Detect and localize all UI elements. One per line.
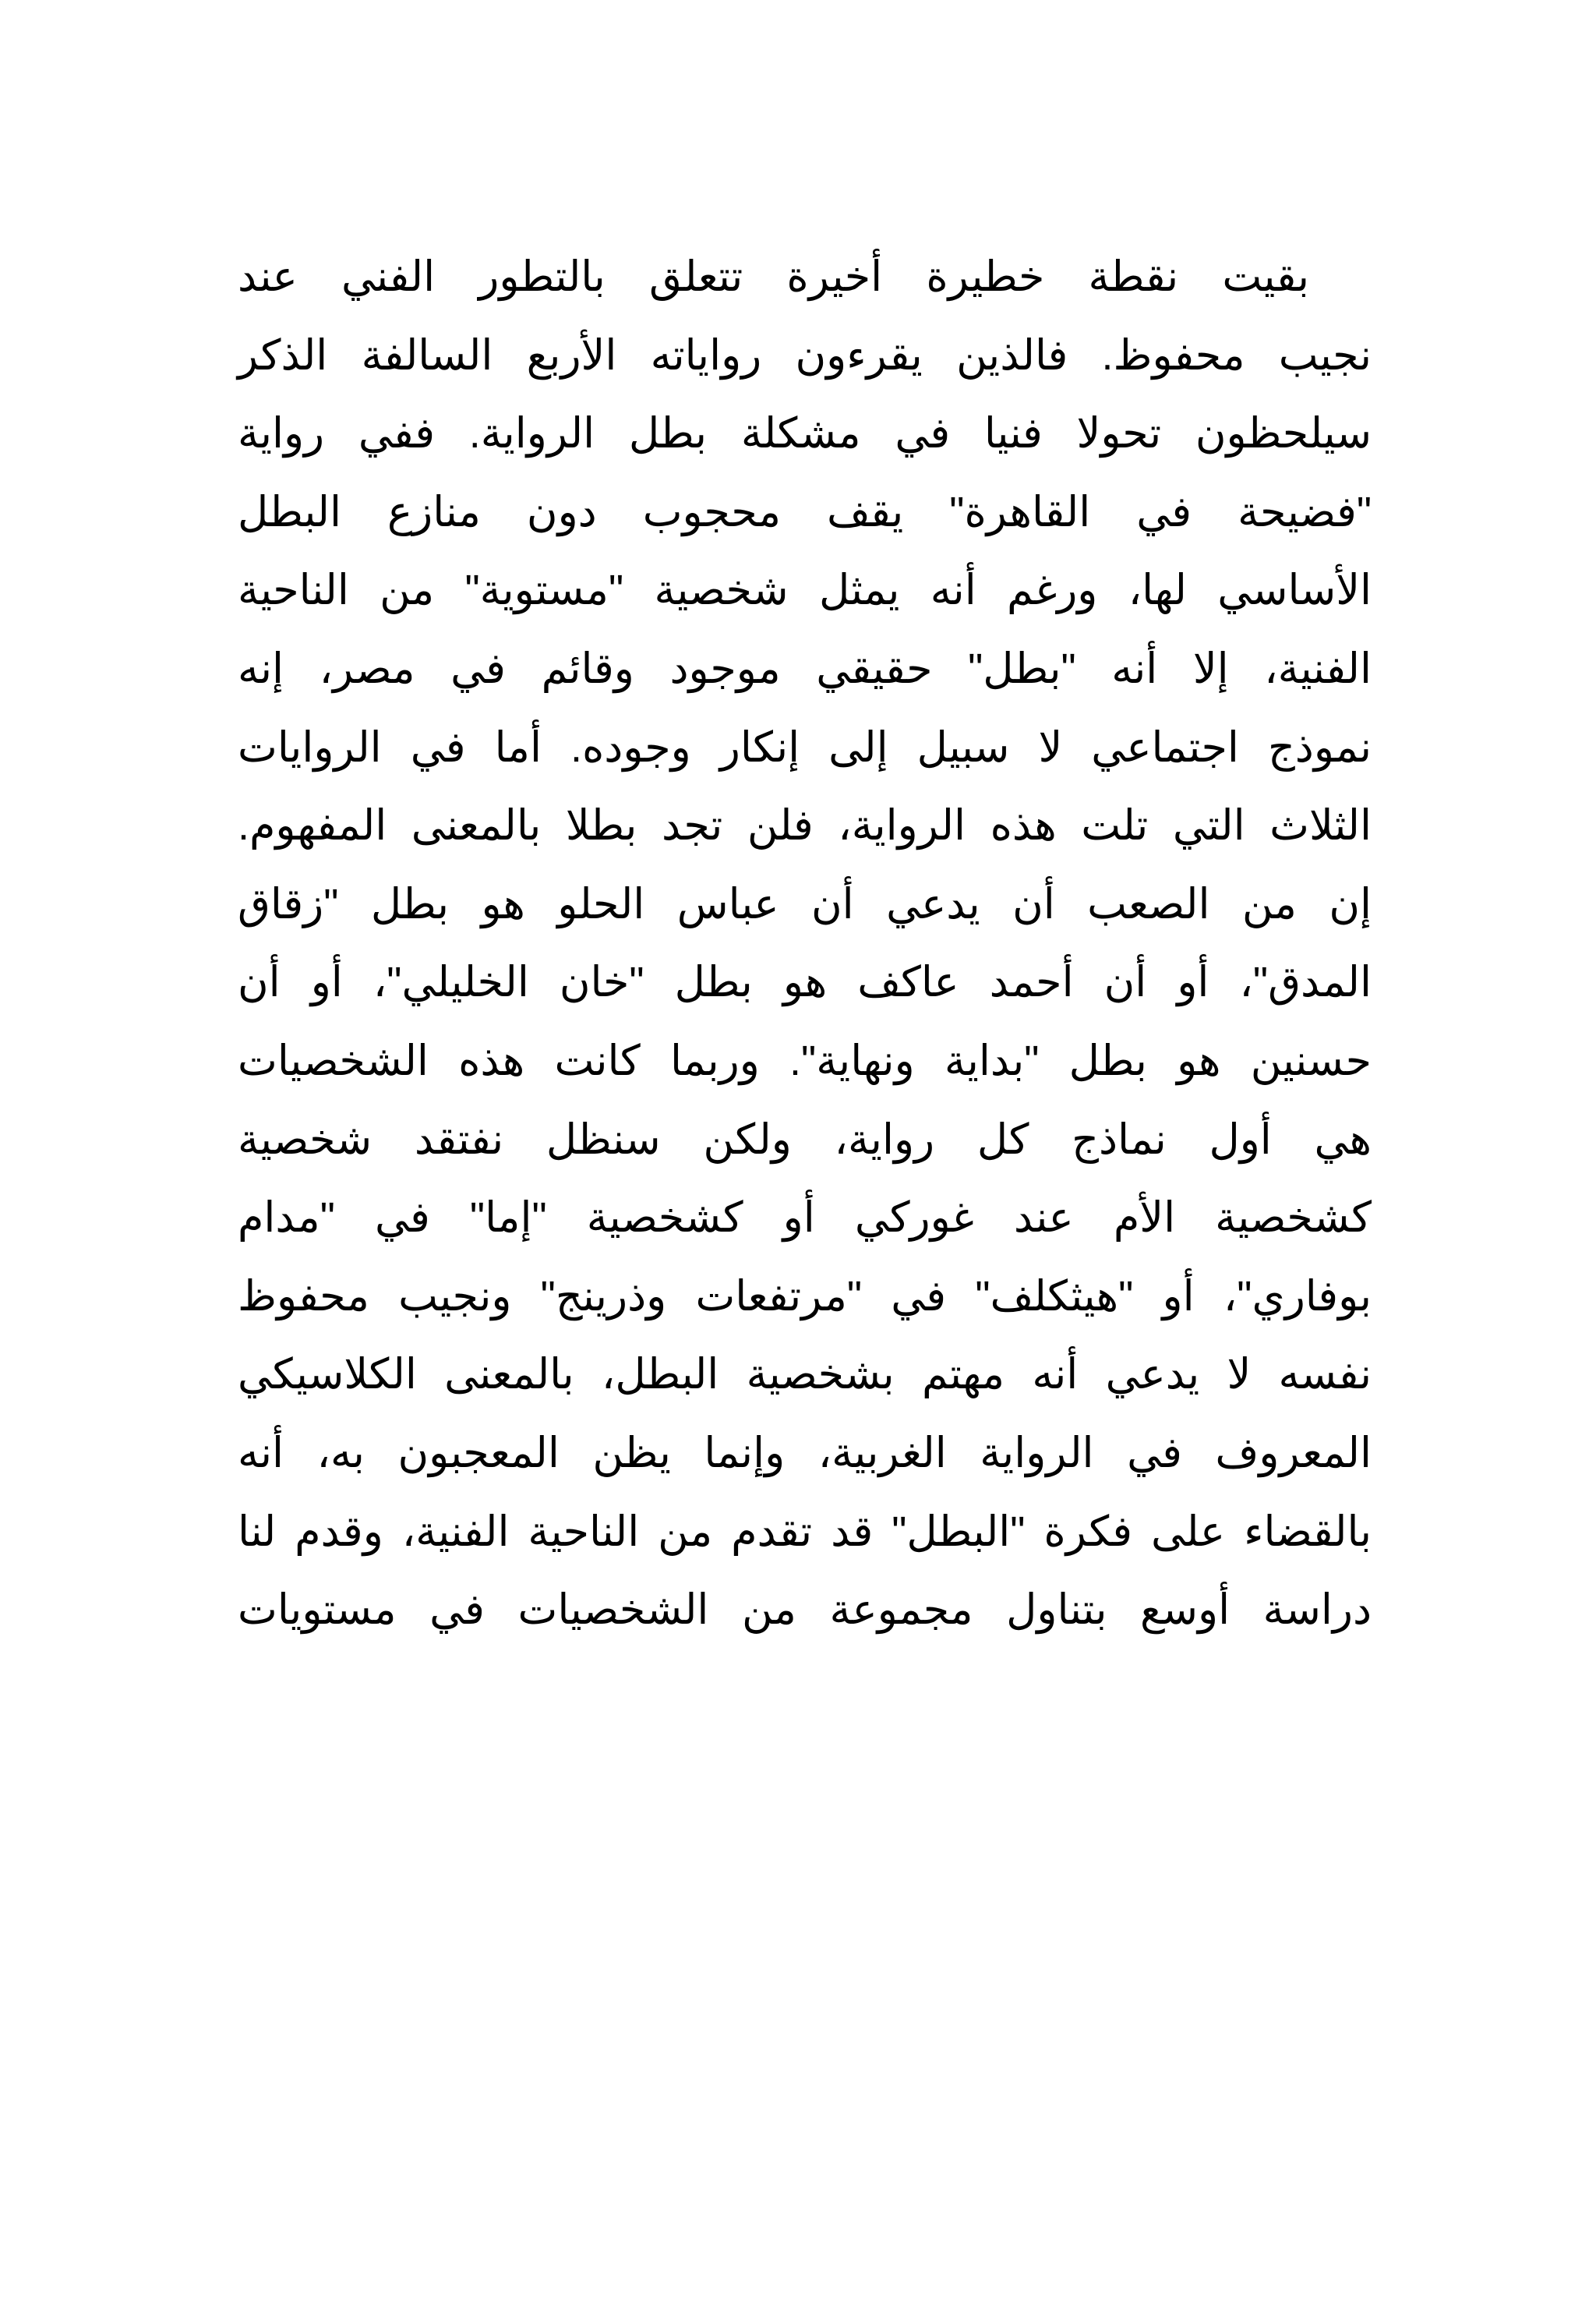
text-line-8: الثلاث التي تلت هذه الرواية، فلن تجد بطلا بالمعنى المفهوم. xyxy=(238,802,1372,850)
text-line-5: الأساسي لها، ورغم أنه يمثل شخصية "مستوية" من الناحية xyxy=(238,567,1372,614)
text-line-1: بقيت نقطة خطيرة أخيرة تتعلق بالتطور الفني عند xyxy=(238,253,1309,300)
text-line-12: هي أول نماذج كل رواية، ولكن سنظل نفتقد شخصية xyxy=(238,1115,1372,1163)
text-line-16: المعروف في الرواية الغربية، وإنما يظن المعجبون به، أنه xyxy=(238,1429,1372,1476)
text-line-11: حسنين هو بطل "بداية ونهاية". وربما كانت هذه الشخصيات xyxy=(238,1037,1372,1084)
text-line-13: كشخصية الأم عند غوركي أو كشخصية "إما" في "مدام xyxy=(238,1194,1372,1242)
text-line-17: بالقضاء على فكرة "البطل" قد تقدم من الناحية الفنية، وقدم لنا xyxy=(238,1508,1372,1555)
text-line-7: نموذج اجتماعي لا سبيل إلى إنكار وجوده. أما في الروايات xyxy=(238,723,1372,771)
text-line-10: المدق"، أو أن أحمد عاكف هو بطل "خان الخليلي"، أو أن xyxy=(238,959,1372,1006)
body-paragraph xyxy=(238,238,1372,1649)
text-line-2: نجيب محفوظ. فالذين يقرءون رواياته الأربع السالفة الذكر xyxy=(238,331,1372,379)
text-line-18: دراسة أوسع بتناول مجموعة من الشخصيات في مستويات xyxy=(238,1586,1372,1634)
text-line-15: نفسه لا يدعي أنه مهتم بشخصية البطل، بالمعنى الكلاسيكي xyxy=(238,1351,1372,1398)
text-line-6: الفنية، إلا أنه "بطل" حقيقي موجود وقائم في مصر، إنه xyxy=(238,645,1372,692)
text-line-4: "فضيحة في القاهرة" يقف محجوب دون منازع البطل xyxy=(238,488,1372,536)
text-line-9: إن من الصعب أن يدعي أن عباس الحلو هو بطل "زقاق xyxy=(238,880,1372,928)
text-line-3: سيلحظون تحولا فنيا في مشكلة بطل الرواية. ففي رواية xyxy=(238,410,1372,458)
text-line-14: بوفاري"، أو "هيثكلف" في "مرتفعات وذرينج" ونجيب محفوظ xyxy=(238,1272,1372,1320)
